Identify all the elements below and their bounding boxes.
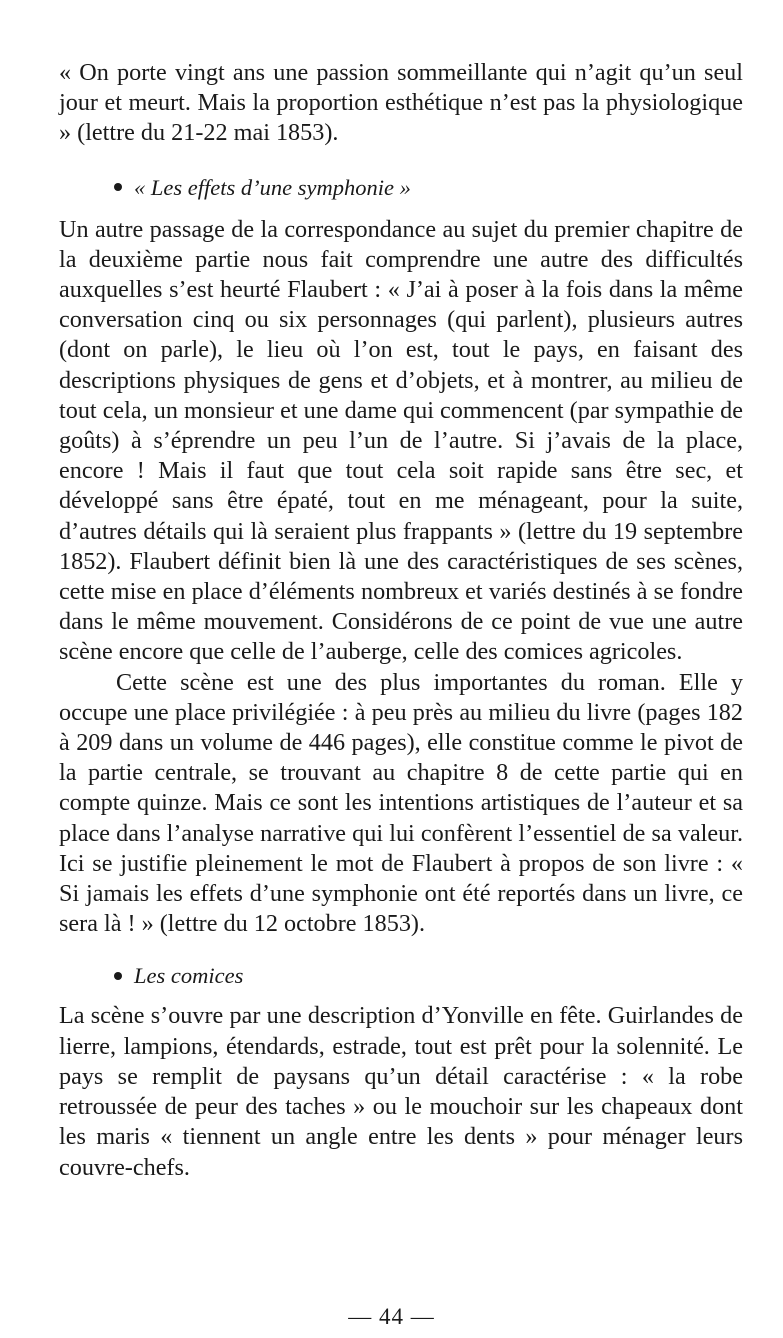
symphonie-paragraph-2: Cette scène est une des plus importantes du roman. Elle y occupe une place privilégiée : à peu près au milieu du livre (pages 182 à 209 dans un volume de 446 pages), elle constitue comme le pivot de la partie centrale, se trouvant au chapitre 8 de cette partie qui en compte quinze. Mais ce sont les intentions artistiques de l’auteur et sa place dans l’analyse narrative qui lui confèrent l’essentiel de sa valeur. Ici se justifie pleinement le mot de Flaubert à propos de son livre : « Si jamais les effets d’une symphonie ont été reportés dans un livre, ce sera là ! » (lettre du 12 octobre 1853). [59, 668, 743, 938]
symphonie-paragraph-1: Un autre passage de la correspondance au sujet du premier chapitre de la deuxième partie nous fait comprendre une autre des difficultés auxquelles s’est heurté Flaubert : « J’ai à poser à la fois dans la même conversation cinq ou six personnages (qui parlent), plusieurs autres (dont on parle), le lieu où l’on est, tout le pays, en faisant des descriptions physiques de gens et d’objets, et à montrer, au milieu de tout cela, un monsieur et une dame qui commencent (par sympathie de goûts) à s’éprendre un peu l’un de l’autre. Si j’avais de la place, encore ! Mais il faut que tout cela soit rapide sans être sec, et développé sans être épaté, tout en me ménageant, pour la suite, d’autres détails qui là seraient plus frappants » (lettre du 19 septembre 1852). Flaubert définit bien là une des caractéristiques de ses scènes, cette mise en place d’éléments nombreux et variés destinés à se fondre dans le même mouvement. Considérons de ce point de vue une autre scène encore que celle de l’auberge, celle des comices agricoles. [59, 215, 743, 666]
section-heading-symphonie [59, 173, 743, 203]
intro-paragraph: « On porte vingt ans une passion sommeillante qui n’agit qu’un seul jour et meurt. Mais la proportion esthétique n’est pas la physiologique » (lettre du 21-22 mai 1853). [59, 59, 743, 147]
bullet-icon [114, 183, 122, 191]
page-number: — 44 — [348, 1304, 435, 1329]
section-heading-comices [59, 961, 743, 991]
bullet-icon [114, 972, 122, 980]
comices-paragraph-1: La scène s’ouvre par une description d’Yonville en fête. Guirlandes de lierre, lampions, étendards, estrade, tout est prêt pour la solennité. Le pays se remplit de paysans qu’un détail caractérise : « la robe retroussée de peur des taches » ou le mouchoir sur les chapeaux dont les maris « tiennent un angle entre les dents » pour ménager leurs couvre-chefs. [59, 1002, 743, 1181]
section-title-comices: Les comices [134, 963, 244, 989]
page-body [59, 58, 743, 1183]
section-title-symphonie: « Les effets d’une symphonie » [134, 174, 411, 200]
